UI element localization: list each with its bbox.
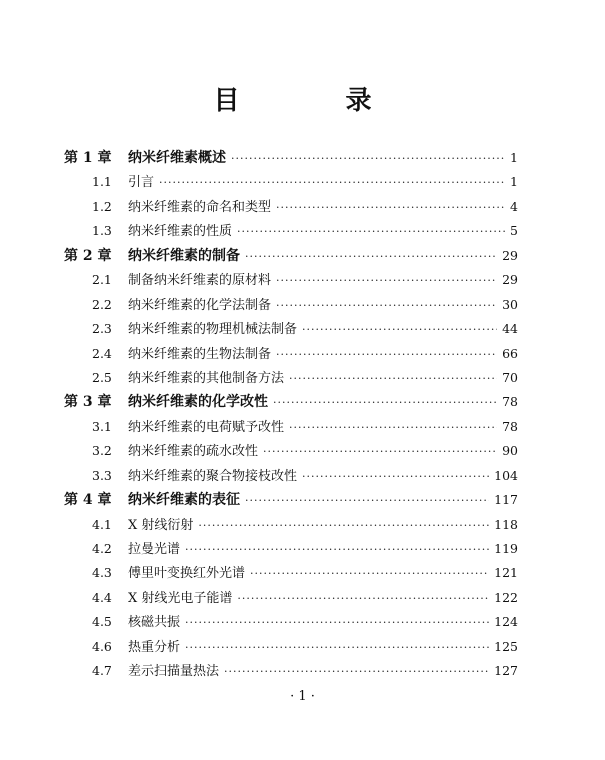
dot-leader bbox=[198, 514, 489, 538]
toc-entry-page: 44 bbox=[502, 321, 518, 337]
toc-section-row bbox=[64, 513, 518, 537]
toc-entry-title: 纳米纤维素的化学改性 bbox=[128, 394, 268, 411]
dot-leader bbox=[276, 294, 497, 318]
dot-leader bbox=[289, 416, 497, 440]
toc-entry-title: 纳米纤维素的化学法制备 bbox=[128, 297, 272, 313]
page-title: 目 录 bbox=[213, 86, 412, 116]
toc-entry-title: 傅里叶变换红外光谱 bbox=[128, 566, 246, 582]
toc-entry-title: 纳米纤维素概述 bbox=[128, 150, 226, 166]
toc-entry-page: 70 bbox=[502, 369, 518, 385]
toc-section-row bbox=[64, 170, 518, 194]
toc-entry-page: 90 bbox=[502, 443, 518, 459]
toc-entry-number: 1.3 bbox=[92, 223, 112, 239]
dot-leader bbox=[276, 196, 505, 220]
toc-entry-title: 纳米纤维素的物理机械法制备 bbox=[128, 322, 298, 338]
toc-entry-number: 4.3 bbox=[92, 565, 112, 581]
toc-chapter-row bbox=[64, 146, 518, 170]
toc-section-row bbox=[64, 537, 518, 561]
toc-section-row bbox=[64, 561, 518, 585]
toc-entry-number: 1.1 bbox=[92, 174, 112, 190]
dot-leader bbox=[237, 220, 505, 244]
toc-entry-page: 119 bbox=[494, 541, 518, 556]
toc-entry-number: 4.7 bbox=[92, 663, 112, 679]
toc-entry-number: 4.2 bbox=[92, 541, 112, 556]
toc-entry-page: 66 bbox=[502, 345, 518, 361]
toc-entry-page: 104 bbox=[494, 467, 518, 483]
toc-section-row bbox=[64, 586, 518, 610]
toc-entry-number: 2.4 bbox=[92, 345, 112, 361]
dot-leader bbox=[237, 587, 489, 611]
toc-entry-number: 2.1 bbox=[92, 272, 112, 288]
toc-entry-number: 2.5 bbox=[92, 369, 112, 385]
toc-section-row bbox=[64, 366, 518, 390]
toc-entry-title: 核磁共振 bbox=[128, 615, 181, 631]
toc-entry-page: 122 bbox=[494, 589, 518, 605]
toc-section-row bbox=[64, 342, 518, 366]
toc-entry-number: 2.3 bbox=[92, 321, 112, 337]
toc-entry-title: 纳米纤维素的表征 bbox=[128, 492, 240, 509]
toc-entry-number: 第 4 章 bbox=[64, 492, 112, 509]
dot-leader bbox=[276, 343, 497, 367]
toc-section-row bbox=[64, 439, 518, 463]
dot-leader bbox=[159, 171, 505, 195]
toc-chapter-row bbox=[64, 244, 518, 268]
toc-entry-page: 1 bbox=[510, 150, 518, 165]
toc-entry-number: 第 3 章 bbox=[64, 394, 112, 411]
toc-entry-title: 纳米纤维素的制备 bbox=[128, 247, 240, 264]
toc-entry-page: 118 bbox=[494, 516, 518, 532]
toc-entry-title: X 射线衍射 bbox=[128, 517, 194, 533]
toc-section-row bbox=[64, 219, 518, 243]
toc-entry-title: X 射线光电子能谱 bbox=[128, 590, 233, 606]
dot-leader bbox=[245, 489, 489, 513]
toc-entry-number: 3.1 bbox=[92, 418, 112, 434]
toc-entry-page: 117 bbox=[494, 492, 518, 508]
dot-leader bbox=[250, 562, 489, 586]
toc-entry-page: 124 bbox=[494, 614, 518, 630]
toc-entry-title: 纳米纤维素的命名和类型 bbox=[128, 199, 272, 215]
dot-leader bbox=[185, 538, 489, 562]
toc-entry-page: 78 bbox=[502, 394, 518, 410]
dot-leader bbox=[289, 367, 497, 391]
toc-section-row bbox=[64, 317, 518, 341]
dot-leader bbox=[231, 147, 505, 171]
dot-leader bbox=[263, 440, 497, 464]
toc-entry-page: 121 bbox=[494, 565, 518, 581]
dot-leader bbox=[273, 391, 497, 415]
toc-section-row bbox=[64, 293, 518, 317]
toc-entry-number: 4.6 bbox=[92, 638, 112, 654]
dot-leader bbox=[224, 660, 489, 684]
toc-chapter-row bbox=[64, 488, 518, 512]
toc-entry-page: 4 bbox=[510, 198, 518, 214]
toc-entry-number: 第 2 章 bbox=[64, 247, 112, 264]
toc-section-row bbox=[64, 635, 518, 659]
dot-leader bbox=[245, 245, 497, 269]
toc-entry-page: 78 bbox=[502, 418, 518, 434]
toc-entry-number: 4.4 bbox=[92, 589, 112, 605]
dot-leader bbox=[302, 465, 489, 489]
toc-entry-title: 纳米纤维素的性质 bbox=[128, 224, 233, 240]
toc-section-row bbox=[64, 195, 518, 219]
dot-leader bbox=[276, 269, 497, 293]
toc-entry-title: 纳米纤维素的电荷赋予改性 bbox=[128, 419, 285, 435]
toc-entry-title: 纳米纤维素的其他制备方法 bbox=[128, 370, 285, 386]
toc-entry-title: 拉曼光谱 bbox=[128, 542, 181, 557]
toc-entry-number: 4.5 bbox=[92, 614, 112, 630]
dot-leader bbox=[185, 636, 489, 660]
toc-entry-page: 5 bbox=[510, 223, 518, 239]
page-number-footer: · 1 · bbox=[290, 689, 315, 704]
toc-entry-number: 3.3 bbox=[92, 467, 112, 483]
toc-entry-title: 差示扫描量热法 bbox=[128, 664, 220, 680]
toc-entry-title: 热重分析 bbox=[128, 639, 181, 655]
toc-entry-title: 制备纳米纤维素的原材料 bbox=[128, 273, 272, 289]
toc-entry-page: 30 bbox=[502, 296, 518, 312]
toc-entry-number: 2.2 bbox=[92, 296, 112, 312]
toc-section-row bbox=[64, 610, 518, 634]
toc-entry-page: 127 bbox=[494, 663, 518, 679]
toc-entry-number: 1.2 bbox=[92, 198, 112, 214]
dot-leader bbox=[185, 611, 489, 635]
toc-chapter-row bbox=[64, 390, 518, 414]
table-of-contents bbox=[64, 146, 518, 684]
dot-leader bbox=[302, 318, 497, 342]
toc-section-row bbox=[64, 659, 518, 683]
toc-section-row bbox=[64, 464, 518, 488]
toc-entry-title: 纳米纤维素的疏水改性 bbox=[128, 444, 259, 460]
toc-entry-number: 4.1 bbox=[92, 516, 112, 532]
toc-entry-number: 3.2 bbox=[92, 443, 112, 459]
toc-entry-page: 1 bbox=[510, 174, 518, 190]
toc-section-row bbox=[64, 268, 518, 292]
toc-entry-page: 29 bbox=[502, 247, 518, 263]
toc-entry-title: 纳米纤维素的聚合物接枝改性 bbox=[128, 468, 298, 484]
toc-entry-title: 引言 bbox=[128, 175, 155, 191]
toc-section-row bbox=[64, 415, 518, 439]
toc-entry-title: 纳米纤维素的生物法制备 bbox=[128, 346, 272, 362]
toc-entry-number: 第 1 章 bbox=[64, 150, 112, 166]
toc-entry-page: 125 bbox=[494, 638, 518, 654]
toc-entry-page: 29 bbox=[502, 272, 518, 288]
